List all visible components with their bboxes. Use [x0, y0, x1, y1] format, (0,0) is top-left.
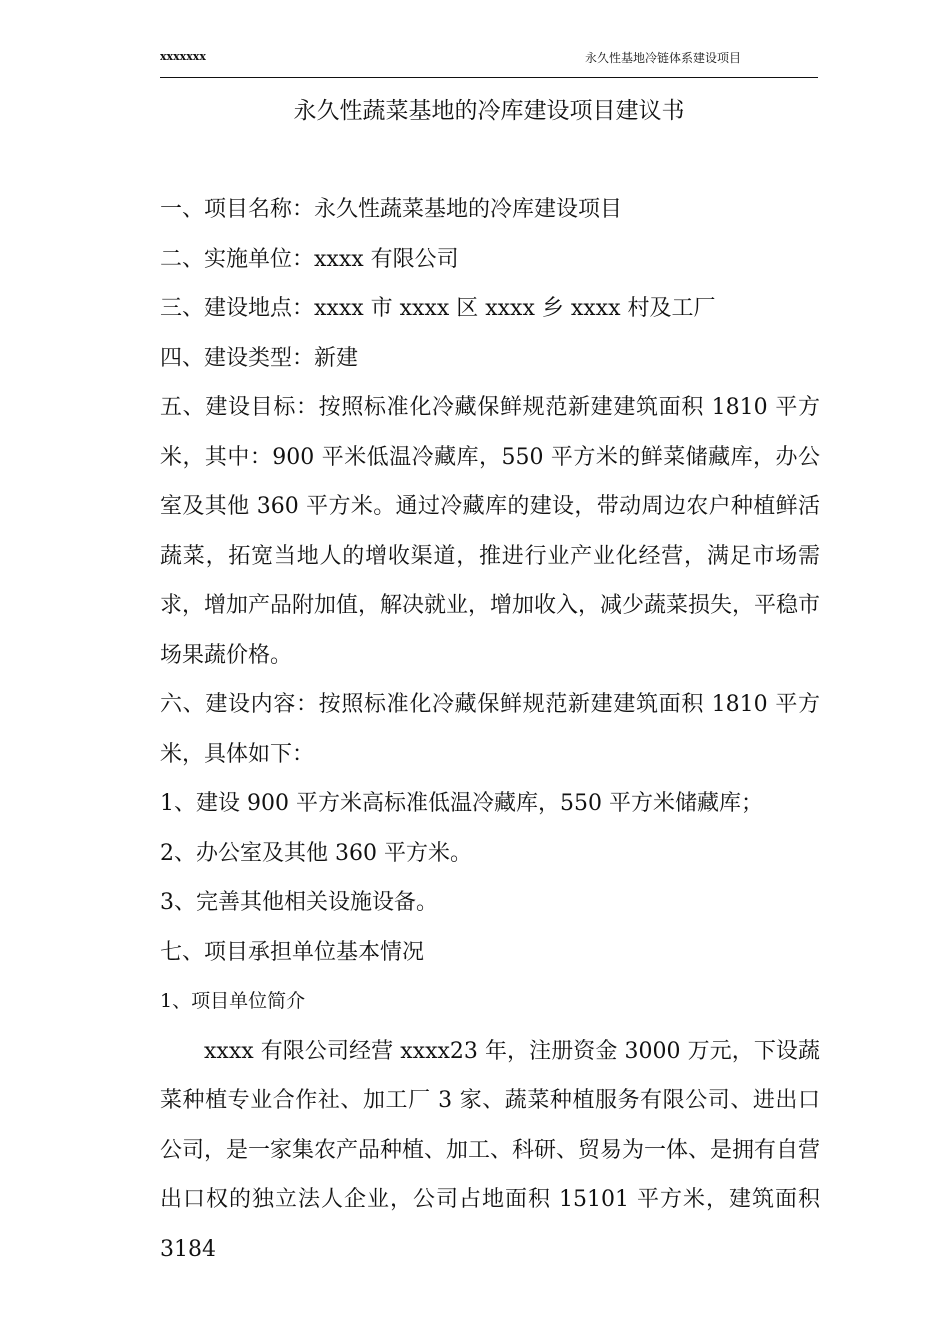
header-divider — [160, 77, 818, 78]
item-construction-type: 四、建设类型：新建 — [160, 345, 359, 371]
header-right-text: 永久性基地冷链体系建设项目 — [585, 51, 742, 65]
item-construction-goal: 五、建设目标：按照标准化冷藏保鲜规范新建建筑面积 1810 平方米，其中：900 平米低温冷藏库，550 平方米的鲜菜储藏库，办公室及其他 360 平方米。通过冷藏库的建设，带动周边农户种植鲜活蔬菜，拓宽当地人的增收渠道，推进行业产业化经营，满足市场需求，增加产品附加值，解决就业，增加收入，减少蔬菜损失，平稳市场果蔬价格。 — [160, 395, 821, 668]
company-intro-heading: 1、项目单位简介 — [160, 990, 306, 1012]
content-list-item-3: 3、完善其他相关设施设备。 — [160, 890, 438, 915]
company-intro-paragraph: xxxx 有限公司经营 xxxx23 年，注册资金 3000 万元，下设蔬菜种植专业合作社、加工厂 3 家、蔬菜种植服务有限公司、进出口公司，是一家集农产品种植、加工、科研、贸易为一体、是拥有自营出口权的独立法人企业，公司占地面积 15101 平方米，建筑面积 3184 — [160, 1038, 821, 1262]
document-body — [160, 185, 820, 1274]
content-list-item-2: 2、办公室及其他 360 平方米。 — [160, 840, 472, 866]
item-location: 三、建设地点：xxxx 市 xxxx 区 xxxx 乡 xxxx 村及工厂 — [160, 296, 716, 321]
header-left-text: xxxxxxx — [160, 50, 206, 63]
section-basic-info-heading: 七、项目承担单位基本情况 — [160, 939, 425, 965]
item-construction-content: 六、建设内容：按照标准化冷藏保鲜规范新建建筑面积 1810 平方米，具体如下： — [160, 692, 820, 767]
content-list-item-1: 1、建设 900 平方米高标准低温冷藏库，550 平方米储藏库； — [160, 791, 763, 816]
item-project-name: 一、项目名称：永久性蔬菜基地的冷库建设项目 — [160, 197, 623, 222]
document-title: 永久性蔬菜基地的冷库建设项目建议书 — [293, 98, 685, 124]
item-implementing-unit: 二、实施单位：xxxx 有限公司 — [160, 246, 459, 272]
